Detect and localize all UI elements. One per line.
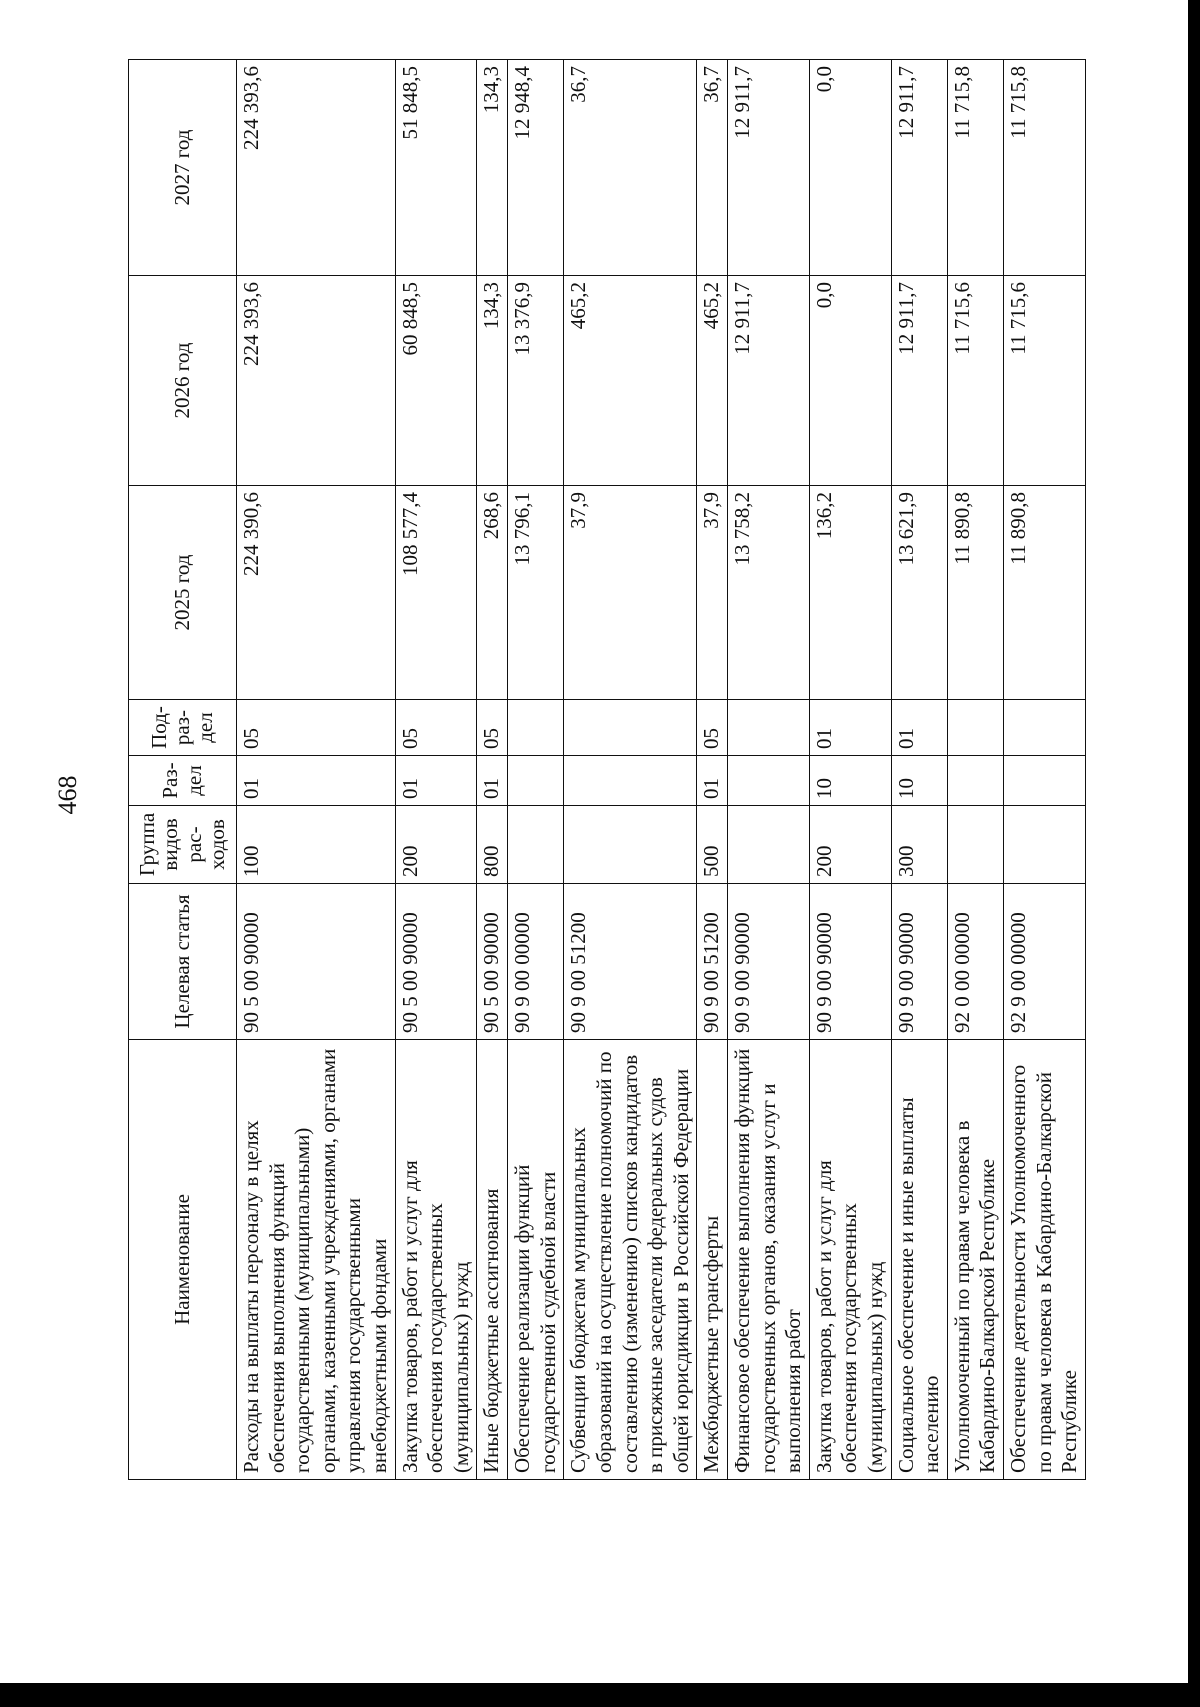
cell-2025: 11 890,8	[1004, 486, 1086, 700]
cell-2027: 12 948,4	[508, 60, 564, 276]
cell-name: Социальное обеспечение и иные выплаты населению	[891, 1040, 947, 1480]
table-row	[697, 60, 728, 1480]
cell-2025: 268,6	[477, 486, 508, 700]
cell-2025: 224 390,6	[237, 486, 396, 700]
header-2027: 2027 год	[129, 60, 237, 276]
table-row	[508, 60, 564, 1480]
cell-group: 100	[237, 806, 396, 884]
cell-subsection: 05	[477, 700, 508, 756]
cell-name: Обеспечение деятельности Уполномоченного по правам человека в Кабардино-Балкарской Республике	[1004, 1040, 1086, 1480]
cell-target: 92 9 00 00000	[1004, 884, 1086, 1040]
cell-subsection: 05	[697, 700, 728, 756]
cell-2025: 11 890,8	[947, 486, 1003, 700]
cell-target: 90 9 00 00000	[508, 884, 564, 1040]
cell-subsection	[727, 700, 809, 756]
header-section: Раз- дел	[129, 756, 237, 806]
cell-2026: 11 715,6	[947, 276, 1003, 486]
cell-2026: 0,0	[809, 276, 891, 486]
cell-subsection: 01	[891, 700, 947, 756]
header-2025: 2025 год	[129, 486, 237, 700]
cell-group: 500	[697, 806, 728, 884]
cell-target: 90 9 00 51200	[697, 884, 728, 1040]
cell-name: Уполномоченный по правам человека в Кабардино-Балкарской Республике	[947, 1040, 1003, 1480]
cell-section	[1004, 756, 1086, 806]
cell-group: 800	[477, 806, 508, 884]
cell-group	[1004, 806, 1086, 884]
cell-section: 10	[891, 756, 947, 806]
cell-subsection	[1004, 700, 1086, 756]
table-row	[564, 60, 697, 1480]
cell-name: Финансовое обеспечение выполнения функций государственных органов, оказания услуг и выполнения работ	[727, 1040, 809, 1480]
cell-section: 10	[809, 756, 891, 806]
cell-2026: 60 848,5	[395, 276, 477, 486]
cell-section: 01	[237, 756, 396, 806]
cell-2025: 37,9	[697, 486, 728, 700]
cell-name: Обеспечение реализации функций государственной судебной власти	[508, 1040, 564, 1480]
cell-name: Межбюджетные трансферты	[697, 1040, 728, 1480]
cell-2027: 51 848,5	[395, 60, 477, 276]
cell-section	[508, 756, 564, 806]
cell-2026: 134,3	[477, 276, 508, 486]
table-header-row	[129, 60, 237, 1480]
cell-subsection: 05	[237, 700, 396, 756]
cell-section: 01	[395, 756, 477, 806]
cell-name: Закупка товаров, работ и услуг для обеспечения государственных (муниципальных) нужд	[395, 1040, 477, 1480]
cell-target: 90 9 00 90000	[809, 884, 891, 1040]
cell-target: 90 5 00 90000	[237, 884, 396, 1040]
cell-group: 300	[891, 806, 947, 884]
cell-subsection	[508, 700, 564, 756]
cell-group	[508, 806, 564, 884]
cell-2025: 136,2	[809, 486, 891, 700]
header-target: Целевая статья	[129, 884, 237, 1040]
table-row	[1004, 60, 1086, 1480]
table-row	[891, 60, 947, 1480]
cell-name: Субвенции бюджетам муниципальных образований на осуществление полномочий по составлению (изменению) списков кандидатов в присяжные заседатели федеральных судов общей юрисдикции в Российской Федерации	[564, 1040, 697, 1480]
cell-group	[947, 806, 1003, 884]
cell-group: 200	[395, 806, 477, 884]
cell-target: 90 9 00 51200	[564, 884, 697, 1040]
cell-target: 90 9 00 90000	[727, 884, 809, 1040]
cell-2027: 12 911,7	[891, 60, 947, 276]
scan-border-right	[1188, 0, 1200, 1707]
cell-target: 90 9 00 90000	[891, 884, 947, 1040]
cell-2027: 12 911,7	[727, 60, 809, 276]
header-subsection: Под- раз- дел	[129, 700, 237, 756]
cell-2027: 224 393,6	[237, 60, 396, 276]
cell-target: 90 5 00 90000	[395, 884, 477, 1040]
header-2026: 2026 год	[129, 276, 237, 486]
cell-subsection: 01	[809, 700, 891, 756]
cell-2026: 465,2	[697, 276, 728, 486]
cell-2027: 0,0	[809, 60, 891, 276]
table-row	[809, 60, 891, 1480]
cell-2026: 12 911,7	[891, 276, 947, 486]
cell-section: 01	[477, 756, 508, 806]
table-body	[237, 60, 1086, 1480]
table-row	[237, 60, 396, 1480]
cell-2027: 36,7	[697, 60, 728, 276]
cell-subsection: 05	[395, 700, 477, 756]
cell-name: Иные бюджетные ассигнования	[477, 1040, 508, 1480]
cell-2026: 224 393,6	[237, 276, 396, 486]
cell-2026: 11 715,6	[1004, 276, 1086, 486]
cell-section: 01	[697, 756, 728, 806]
header-group: Группа видов рас- ходов	[129, 806, 237, 884]
cell-2026: 465,2	[564, 276, 697, 486]
cell-group	[564, 806, 697, 884]
cell-2025: 13 758,2	[727, 486, 809, 700]
cell-name: Расходы на выплаты персоналу в целях обеспечения выполнения функций государственными (муниципальными) органами, казенными учреждениями, органами управления государственными внебюджетными фондами	[237, 1040, 396, 1480]
cell-2026: 12 911,7	[727, 276, 809, 486]
cell-section	[727, 756, 809, 806]
cell-group: 200	[809, 806, 891, 884]
budget-table-rotated	[128, 60, 1082, 1480]
cell-2025: 13 796,1	[508, 486, 564, 700]
table-row	[727, 60, 809, 1480]
cell-2027: 134,3	[477, 60, 508, 276]
cell-name: Закупка товаров, работ и услуг для обеспечения государственных (муниципальных) нужд	[809, 1040, 891, 1480]
cell-2025: 37,9	[564, 486, 697, 700]
cell-target: 92 0 00 00000	[947, 884, 1003, 1040]
cell-2025: 108 577,4	[395, 486, 477, 700]
cell-2027: 36,7	[564, 60, 697, 276]
cell-section	[564, 756, 697, 806]
cell-target: 90 5 00 90000	[477, 884, 508, 1040]
table-row	[477, 60, 508, 1480]
page-number: 468	[53, 775, 82, 815]
cell-subsection	[564, 700, 697, 756]
cell-2027: 11 715,8	[1004, 60, 1086, 276]
scan-border-bottom	[0, 1683, 1200, 1707]
cell-2027: 11 715,8	[947, 60, 1003, 276]
header-name: Наименование	[129, 1040, 237, 1480]
cell-group	[727, 806, 809, 884]
table-row	[947, 60, 1003, 1480]
cell-subsection	[947, 700, 1003, 756]
cell-section	[947, 756, 1003, 806]
budget-table	[128, 59, 1086, 1480]
table-row	[395, 60, 477, 1480]
cell-2026: 13 376,9	[508, 276, 564, 486]
cell-2025: 13 621,9	[891, 486, 947, 700]
